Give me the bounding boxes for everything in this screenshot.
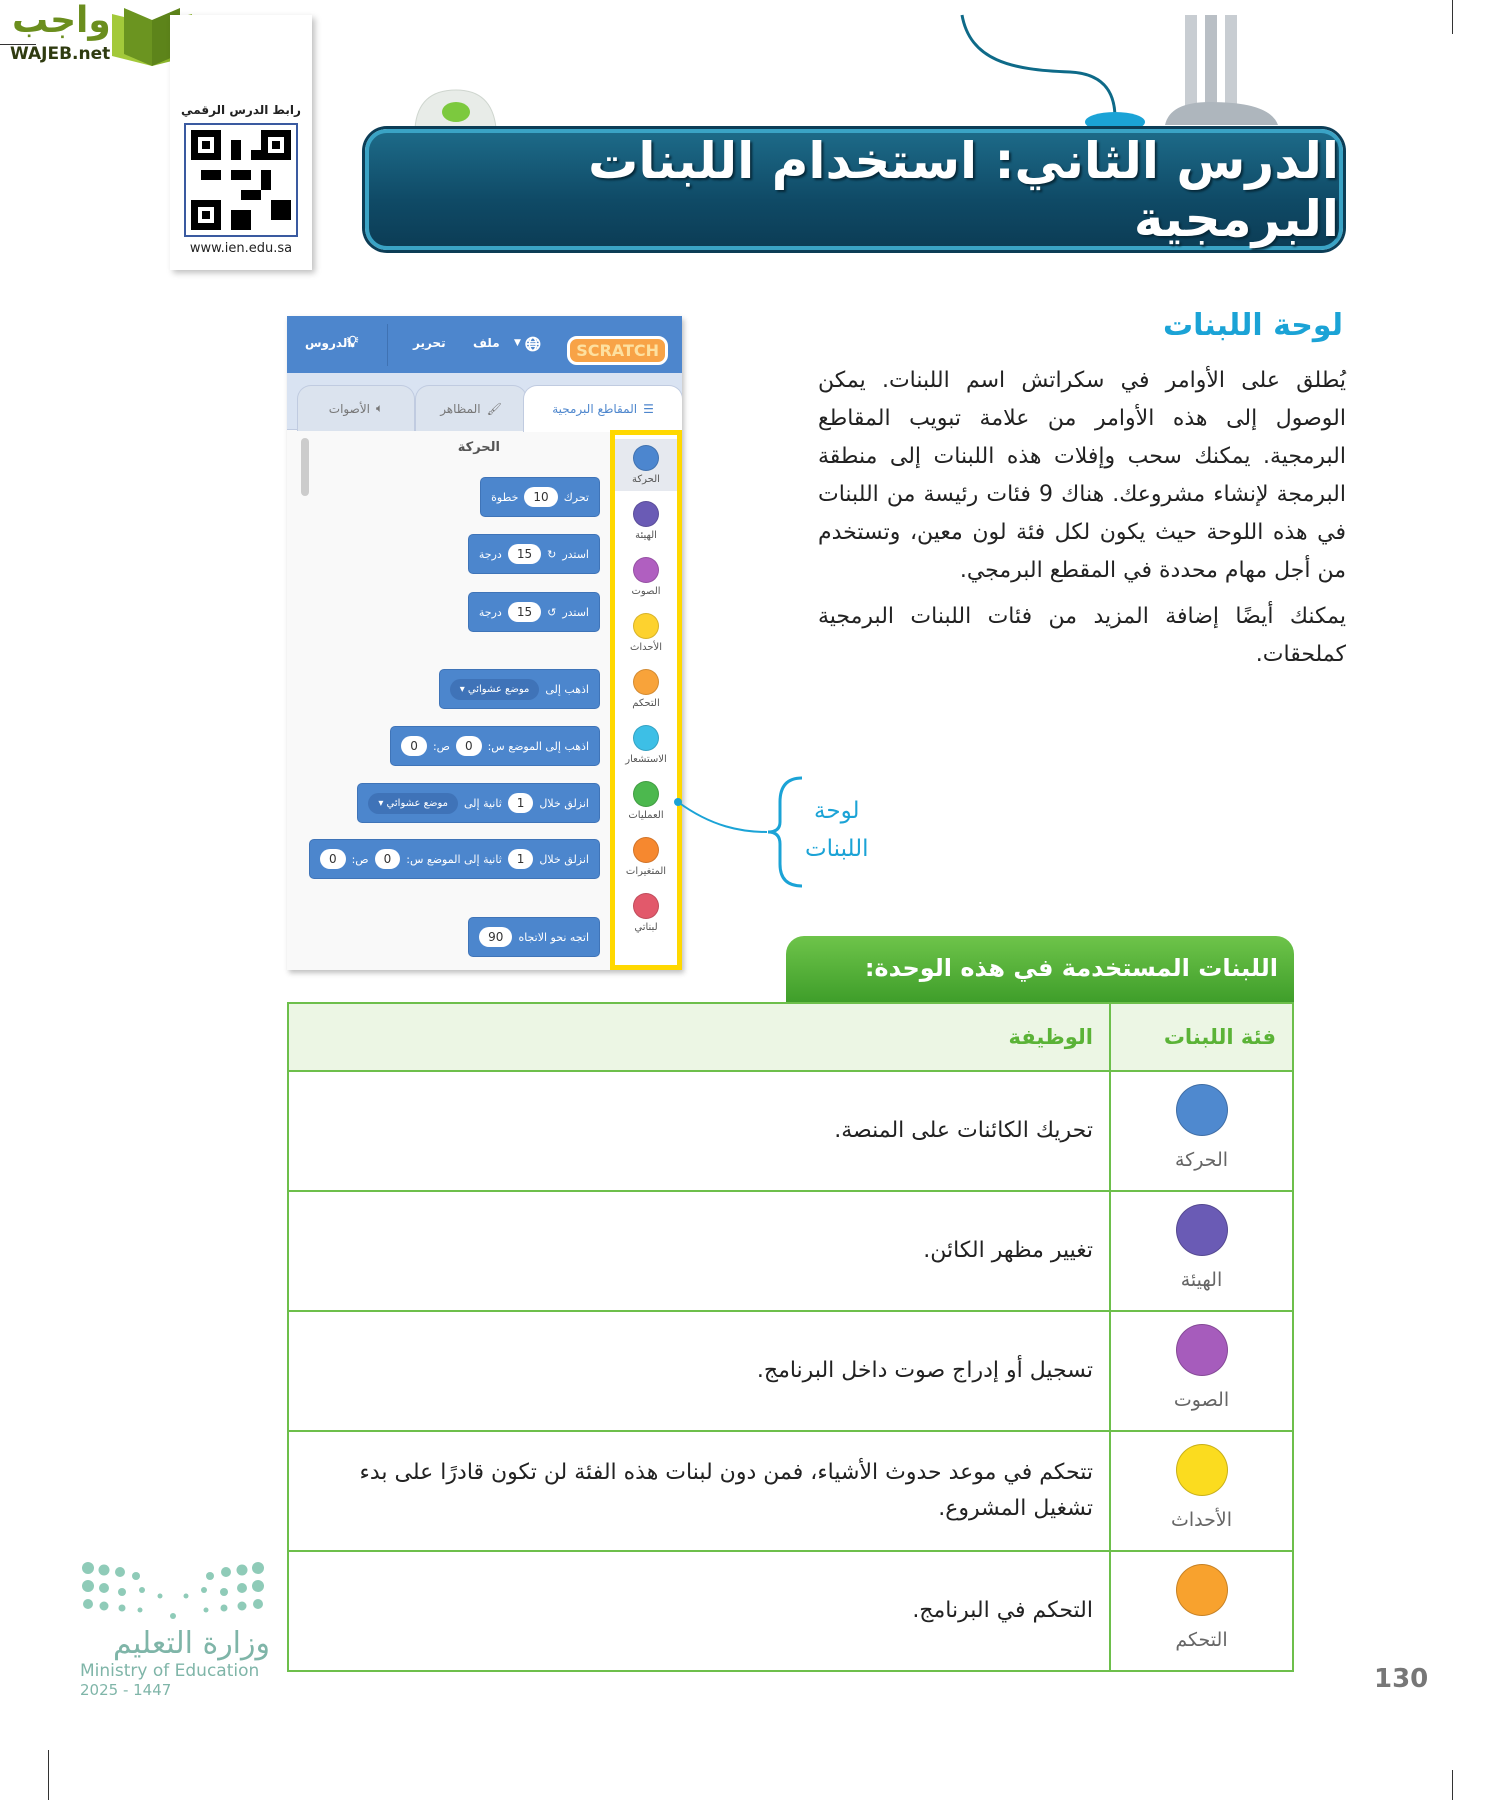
code-block[interactable] [439,669,600,709]
category-1[interactable] [615,495,677,547]
category-color-icon [1176,1204,1228,1256]
section-body [818,362,1346,674]
category-cell [1110,1551,1293,1671]
table-row [288,1551,1293,1671]
paragraph: يُطلق على الأوامر في سكراتش اسم اللبنات. يمكن الوصول إلى هذه الأوامر من علامة تبويب المقاطع البرمجية. يمكنك سحب وإفلات هذه اللبنات إلى منطقة البرمجة لإنشاء مشروعك. هناك 9 فئات رئيسة من اللبنات في هذه اللوحة حيث يكون لكل فئة لون معين، وتستخدم من أجل مهام محددة في المقطع البرمجي. [818,368,1346,583]
block-text: انزلق خلال [539,852,589,866]
category-dot-icon [633,669,659,695]
globe-icon[interactable]: 🌐︎ [525,332,541,356]
table-caption: اللبنات المستخدمة في هذه الوحدة: [786,936,1294,1002]
block-text: ص: [432,739,450,753]
block-text: انزلق خلال [539,796,589,810]
block-text: استدر [562,547,589,561]
code-block[interactable] [468,534,600,574]
category-cell [1110,1071,1293,1191]
header-function: الوظيفة [288,1003,1110,1071]
table-row [288,1071,1293,1191]
menu-file[interactable]: ملف [473,336,500,350]
block-text: اتجه نحو الاتجاه [518,930,589,944]
category-name: الأحداث [1171,1509,1232,1531]
callout-line: اللبنات [805,836,869,862]
tab-label: المظاهر [440,401,481,416]
category-color-icon [1176,1564,1228,1616]
block-input[interactable]: 1 [508,793,534,813]
category-dot-icon [633,557,659,583]
code-icon: ☰ [643,402,654,416]
category-0[interactable] [615,439,677,491]
ministry-name-ar: وزارة التعليم [112,1626,270,1661]
block-dropdown[interactable]: موضع عشوائي ▾ [450,679,540,700]
block-text: درجة [478,605,502,619]
ministry-year: 2025 - 1447 [80,1681,172,1699]
category-label: الأحداث [629,642,663,653]
banner-decoration [410,0,1340,135]
block-input[interactable]: 0 [375,849,401,869]
block-input[interactable]: 15 [508,602,541,622]
scrollbar[interactable] [301,438,309,496]
tab-label: المقاطع البرمجية [552,402,638,416]
block-text: ص: [351,852,369,866]
tab-code[interactable] [523,385,682,432]
header-category: فئة اللبنات [1110,1003,1293,1071]
category-label: المتغيرات [625,866,667,877]
table-row [288,1431,1293,1551]
page-number: 130 [1374,1664,1429,1694]
lesson-title-banner [365,129,1343,250]
block-text: ↺ [547,605,557,619]
tab-label: الأصوات [328,401,370,416]
block-input[interactable]: 15 [508,544,541,564]
category-color-icon [1176,1444,1228,1496]
block-text: استدر [562,605,589,619]
logo-arabic: واجب [12,0,111,41]
block-input[interactable]: 0 [456,736,482,756]
category-label: لبناتي [634,922,658,933]
brush-icon: 🖌︎ [486,401,502,416]
qr-icon [191,130,291,230]
qr-code[interactable] [184,123,298,237]
menu-edit[interactable]: تحرير [413,336,446,350]
category-name: التحكم [1175,1629,1228,1651]
category-dot-icon [633,781,659,807]
category-label: التحكم [632,698,660,709]
category-label: الهيئة [635,530,657,541]
category-name: الصوت [1173,1389,1230,1411]
category-2[interactable] [615,551,677,603]
block-input[interactable]: 0 [401,736,427,756]
category-7[interactable] [615,831,677,883]
block-input[interactable]: 90 [479,927,512,947]
qr-label: رابط الدرس الرقمي [181,103,301,117]
category-name: الهيئة [1180,1269,1223,1291]
tab-sounds[interactable] [297,385,415,431]
function-cell: التحكم في البرنامج. [288,1551,1110,1671]
ministry-name-en: Ministry of Education [80,1661,260,1681]
function-cell: تحريك الكائنات على المنصة. [288,1071,1110,1191]
ministry-logo [80,1560,270,1699]
block-input[interactable]: 10 [524,487,557,507]
category-dot-icon [633,893,659,919]
category-label: الاستشعار [625,754,667,765]
block-text: ↻ [547,547,557,561]
category-6[interactable] [615,775,677,827]
menu-tutorials[interactable]: الدروس [305,336,352,350]
category-8[interactable] [615,887,677,939]
tab-costumes[interactable] [415,385,527,431]
category-label: العمليات [628,810,664,821]
callout-brace [672,772,807,892]
scratch-tabs [287,373,682,430]
speaker-icon: 🔈︎ [376,401,384,415]
category-label: الصوت [631,586,661,597]
table-row [288,1311,1293,1431]
ministry-dots-icon [80,1560,266,1622]
code-block[interactable] [390,726,600,766]
category-color-icon [1176,1084,1228,1136]
section-heading: لوحة اللبنات [1162,308,1343,343]
callout-line: لوحة [814,798,860,824]
category-dot-icon [633,501,659,527]
block-input[interactable]: 0 [320,849,346,869]
callout-label [805,792,869,868]
function-cell: تسجيل أو إدراج صوت داخل البرنامج. [288,1311,1110,1431]
scratch-logo[interactable]: SCRATCH [567,336,668,365]
function-cell: تتحكم في موعد حدوث الأشياء، فمن دون لبنات هذه الفئة لن تكون قادرًا على بدء تشغيل المشروع. [288,1431,1110,1551]
category-cell [1110,1311,1293,1431]
category-5[interactable] [615,719,677,771]
category-dot-icon [633,725,659,751]
category-title: الحركة [457,440,500,455]
blocks-table [287,1002,1294,1672]
code-block[interactable] [468,592,600,632]
qr-card [170,15,312,270]
scratch-screenshot [287,316,682,970]
block-text: خطوة [491,490,519,504]
lesson-title: الدرس الثاني: استخدام اللبنات البرمجية [588,131,1339,248]
code-block[interactable] [480,477,600,517]
wajeb-logo [8,0,192,68]
block-text: درجة [478,547,502,561]
block-input[interactable]: 1 [508,849,534,869]
lightbulb-icon: 💡︎ [347,332,359,351]
category-cell [1110,1431,1293,1551]
function-cell: تغيير مظهر الكائن. [288,1191,1110,1311]
category-label: الحركة [632,474,660,485]
code-block[interactable] [357,783,600,823]
category-color-icon [1176,1324,1228,1376]
block-text: اذهب إلى [545,682,589,696]
block-text: ثانية إلى الموضع س: [406,852,502,866]
code-block[interactable] [468,917,600,957]
block-text: اذهب إلى الموضع س: [487,739,589,753]
category-3[interactable] [615,607,677,659]
chevron-down-icon: ▼ [514,338,521,348]
category-4[interactable] [615,663,677,715]
category-dot-icon [633,837,659,863]
category-dot-icon [633,445,659,471]
paragraph: يمكنك أيضًا إضافة المزيد من فئات اللبنات البرمجية كملحقات. [818,604,1346,667]
block-text: ثانية إلى [464,796,502,810]
code-block[interactable] [309,839,600,879]
category-cell [1110,1191,1293,1311]
block-dropdown[interactable]: موضع عشوائي ▾ [368,793,458,814]
table-row [288,1191,1293,1311]
block-text: تحرك [563,490,589,504]
category-dot-icon [633,613,659,639]
scratch-menu-bar [287,316,682,373]
qr-url[interactable]: www.ien.edu.sa [189,241,293,256]
category-name: الحركة [1174,1149,1229,1171]
logo-english: WAJEB.net [10,44,111,64]
